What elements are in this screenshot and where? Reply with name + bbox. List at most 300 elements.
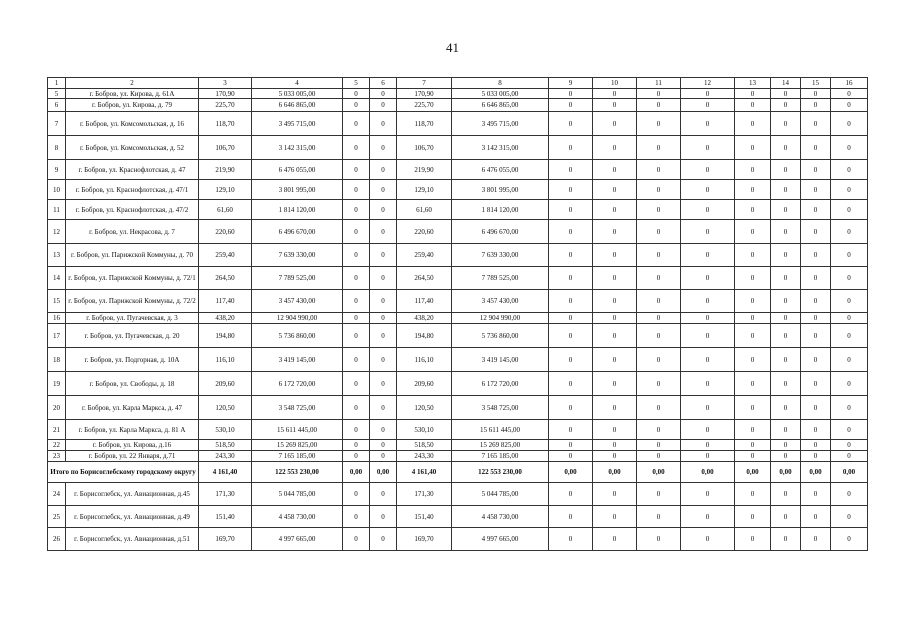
cell-cost: 15 269 825,00 bbox=[252, 440, 343, 451]
cell-area-2: 117,40 bbox=[397, 290, 452, 313]
cell-col14: 0 bbox=[771, 451, 801, 462]
cell-area-2: 170,90 bbox=[397, 89, 452, 99]
cell-col12: 0 bbox=[681, 112, 735, 136]
cell-row-number: 23 bbox=[48, 451, 66, 462]
cell-col15: 0 bbox=[801, 112, 831, 136]
cell-col16: 0 bbox=[831, 290, 868, 313]
cell-col14: 0 bbox=[771, 506, 801, 528]
cell-area: 209,60 bbox=[199, 372, 252, 396]
cell-area: 120,50 bbox=[199, 396, 252, 420]
cell-col9: 0 bbox=[549, 112, 593, 136]
column-number-row bbox=[48, 78, 868, 89]
cell-cost: 7 789 525,00 bbox=[252, 267, 343, 290]
cell-col16: 0 bbox=[831, 160, 868, 180]
cell-col11: 0 bbox=[637, 528, 681, 551]
table-row bbox=[48, 348, 868, 372]
cell-area-2: 194,80 bbox=[397, 324, 452, 348]
cell-col11: 0 bbox=[637, 112, 681, 136]
cell-area: 61,60 bbox=[199, 200, 252, 220]
cell-col9: 0 bbox=[549, 267, 593, 290]
cell-cost-2: 3 457 430,00 bbox=[452, 290, 549, 313]
cell-col14: 0 bbox=[771, 528, 801, 551]
cell-col5: 0 bbox=[343, 160, 370, 180]
cell-col15: 0 bbox=[801, 220, 831, 244]
cell-col12: 0 bbox=[681, 483, 735, 506]
cell-col12: 0 bbox=[681, 89, 735, 99]
cell-col13: 0 bbox=[735, 324, 771, 348]
column-header: 3 bbox=[199, 78, 252, 89]
cell-row-number: 9 bbox=[48, 160, 66, 180]
cell-col11: 0 bbox=[637, 160, 681, 180]
cell-row-number: 8 bbox=[48, 136, 66, 160]
cell-col16: 0 bbox=[831, 440, 868, 451]
cell-cost: 7 165 185,00 bbox=[252, 451, 343, 462]
cell-row-number: 7 bbox=[48, 112, 66, 136]
cell-col11: 0 bbox=[637, 324, 681, 348]
cell-col11: 0 bbox=[637, 180, 681, 200]
cell-cost: 3 495 715,00 bbox=[252, 112, 343, 136]
cell-col16: 0 bbox=[831, 348, 868, 372]
cell-col13: 0 bbox=[735, 160, 771, 180]
cell-col11: 0 bbox=[637, 313, 681, 324]
total-row bbox=[48, 462, 868, 483]
cell-col13: 0 bbox=[735, 506, 771, 528]
cell-col9: 0 bbox=[549, 99, 593, 112]
cell-col15: 0 bbox=[801, 440, 831, 451]
cell-col15: 0 bbox=[801, 451, 831, 462]
cell-row-number: 21 bbox=[48, 420, 66, 440]
cell-area: 170,90 bbox=[199, 89, 252, 99]
cell-cost: 4 458 730,00 bbox=[252, 506, 343, 528]
cell-col13: 0 bbox=[735, 136, 771, 160]
cell-col15: 0 bbox=[801, 348, 831, 372]
cell-col6: 0 bbox=[370, 180, 397, 200]
column-header: 9 bbox=[549, 78, 593, 89]
cell-col13: 0 bbox=[735, 440, 771, 451]
total-value: 0,00 bbox=[735, 462, 771, 483]
cell-col11: 0 bbox=[637, 372, 681, 396]
cell-col11: 0 bbox=[637, 348, 681, 372]
cell-cost: 1 814 120,00 bbox=[252, 200, 343, 220]
cell-col9: 0 bbox=[549, 220, 593, 244]
cell-cost: 3 801 995,00 bbox=[252, 180, 343, 200]
cell-col6: 0 bbox=[370, 112, 397, 136]
column-header: 1 bbox=[48, 78, 66, 89]
cell-col13: 0 bbox=[735, 420, 771, 440]
cell-col10: 0 bbox=[593, 528, 637, 551]
cell-col15: 0 bbox=[801, 244, 831, 267]
cell-col14: 0 bbox=[771, 420, 801, 440]
cell-col11: 0 bbox=[637, 290, 681, 313]
cell-area-2: 116,10 bbox=[397, 348, 452, 372]
cell-col16: 0 bbox=[831, 136, 868, 160]
cell-col13: 0 bbox=[735, 451, 771, 462]
cell-col6: 0 bbox=[370, 267, 397, 290]
cell-col13: 0 bbox=[735, 372, 771, 396]
cell-cost: 15 611 445,00 bbox=[252, 420, 343, 440]
cell-col15: 0 bbox=[801, 313, 831, 324]
cell-col10: 0 bbox=[593, 420, 637, 440]
cell-col9: 0 bbox=[549, 440, 593, 451]
cell-col12: 0 bbox=[681, 267, 735, 290]
cell-area: 118,70 bbox=[199, 112, 252, 136]
cell-address: г. Борисоглебск, ул. Авиационная, д.45 bbox=[66, 483, 199, 506]
cell-col16: 0 bbox=[831, 267, 868, 290]
cell-col5: 0 bbox=[343, 180, 370, 200]
cell-col5: 0 bbox=[343, 483, 370, 506]
cell-cost-2: 7 165 185,00 bbox=[452, 451, 549, 462]
cell-col15: 0 bbox=[801, 89, 831, 99]
cell-col10: 0 bbox=[593, 440, 637, 451]
cell-col15: 0 bbox=[801, 483, 831, 506]
cell-area: 438,20 bbox=[199, 313, 252, 324]
cell-col5: 0 bbox=[343, 506, 370, 528]
total-value: 0,00 bbox=[549, 462, 593, 483]
cell-col6: 0 bbox=[370, 372, 397, 396]
cell-col5: 0 bbox=[343, 112, 370, 136]
cell-area: 225,70 bbox=[199, 99, 252, 112]
cell-col10: 0 bbox=[593, 267, 637, 290]
table-row bbox=[48, 244, 868, 267]
column-header: 13 bbox=[735, 78, 771, 89]
cell-cost-2: 12 904 990,00 bbox=[452, 313, 549, 324]
cell-row-number: 17 bbox=[48, 324, 66, 348]
cell-col5: 0 bbox=[343, 267, 370, 290]
column-header: 10 bbox=[593, 78, 637, 89]
table-row bbox=[48, 160, 868, 180]
cell-col16: 0 bbox=[831, 313, 868, 324]
cell-cost-2: 6 496 670,00 bbox=[452, 220, 549, 244]
cell-cost: 6 476 055,00 bbox=[252, 160, 343, 180]
cell-col5: 0 bbox=[343, 440, 370, 451]
cell-address: г. Бобров, ул. Парижской Коммуны, д. 70 bbox=[66, 244, 199, 267]
column-header: 7 bbox=[397, 78, 452, 89]
cell-col11: 0 bbox=[637, 483, 681, 506]
column-header: 12 bbox=[681, 78, 735, 89]
table-row bbox=[48, 112, 868, 136]
cell-col11: 0 bbox=[637, 136, 681, 160]
cell-cost-2: 5 044 785,00 bbox=[452, 483, 549, 506]
cell-col12: 0 bbox=[681, 451, 735, 462]
table-row bbox=[48, 396, 868, 420]
total-value: 0,00 bbox=[681, 462, 735, 483]
cell-col5: 0 bbox=[343, 136, 370, 160]
cell-cost: 12 904 990,00 bbox=[252, 313, 343, 324]
cell-col10: 0 bbox=[593, 89, 637, 99]
cell-col12: 0 bbox=[681, 506, 735, 528]
cell-row-number: 22 bbox=[48, 440, 66, 451]
cell-col13: 0 bbox=[735, 89, 771, 99]
cell-col14: 0 bbox=[771, 372, 801, 396]
total-value: 122 553 230,00 bbox=[452, 462, 549, 483]
cell-area: 264,50 bbox=[199, 267, 252, 290]
cell-col14: 0 bbox=[771, 267, 801, 290]
cell-col10: 0 bbox=[593, 290, 637, 313]
column-header: 5 bbox=[343, 78, 370, 89]
cell-col16: 0 bbox=[831, 180, 868, 200]
total-value: 122 553 230,00 bbox=[252, 462, 343, 483]
cell-col15: 0 bbox=[801, 99, 831, 112]
cell-cost-2: 1 814 120,00 bbox=[452, 200, 549, 220]
cell-area-2: 518,50 bbox=[397, 440, 452, 451]
cell-col14: 0 bbox=[771, 99, 801, 112]
cell-col6: 0 bbox=[370, 483, 397, 506]
cell-col14: 0 bbox=[771, 244, 801, 267]
cell-col6: 0 bbox=[370, 290, 397, 313]
cell-col13: 0 bbox=[735, 483, 771, 506]
cell-col12: 0 bbox=[681, 220, 735, 244]
cell-col6: 0 bbox=[370, 99, 397, 112]
cell-col10: 0 bbox=[593, 483, 637, 506]
cell-col14: 0 bbox=[771, 200, 801, 220]
cell-cost: 6 172 720,00 bbox=[252, 372, 343, 396]
table-row bbox=[48, 451, 868, 462]
cell-col14: 0 bbox=[771, 180, 801, 200]
cell-col5: 0 bbox=[343, 451, 370, 462]
cell-col5: 0 bbox=[343, 200, 370, 220]
cell-area-2: 264,50 bbox=[397, 267, 452, 290]
total-value: 0,00 bbox=[593, 462, 637, 483]
cell-col11: 0 bbox=[637, 420, 681, 440]
cell-col9: 0 bbox=[549, 180, 593, 200]
cell-row-number: 5 bbox=[48, 89, 66, 99]
cell-col12: 0 bbox=[681, 348, 735, 372]
cell-address: г. Борисоглебск, ул. Авиационная, д.49 bbox=[66, 506, 199, 528]
cell-address: г. Бобров, ул. Кирова, д. 79 bbox=[66, 99, 199, 112]
cell-col15: 0 bbox=[801, 528, 831, 551]
cell-col12: 0 bbox=[681, 396, 735, 420]
cell-col14: 0 bbox=[771, 160, 801, 180]
cell-col12: 0 bbox=[681, 528, 735, 551]
column-header: 8 bbox=[452, 78, 549, 89]
cell-area-2: 219,90 bbox=[397, 160, 452, 180]
cell-address: г. Бобров, ул. Краснофлотская, д. 47 bbox=[66, 160, 199, 180]
cell-col11: 0 bbox=[637, 451, 681, 462]
cell-col16: 0 bbox=[831, 324, 868, 348]
cell-col5: 0 bbox=[343, 220, 370, 244]
cell-row-number: 14 bbox=[48, 267, 66, 290]
cell-area: 116,10 bbox=[199, 348, 252, 372]
cell-col9: 0 bbox=[549, 483, 593, 506]
cell-col10: 0 bbox=[593, 180, 637, 200]
cell-col6: 0 bbox=[370, 220, 397, 244]
cell-col6: 0 bbox=[370, 440, 397, 451]
cell-area-2: 118,70 bbox=[397, 112, 452, 136]
column-header: 16 bbox=[831, 78, 868, 89]
table-row bbox=[48, 372, 868, 396]
cell-address: г. Бобров, ул. Карла Маркса, д. 81 А bbox=[66, 420, 199, 440]
column-header: 2 bbox=[66, 78, 199, 89]
cell-col9: 0 bbox=[549, 420, 593, 440]
cell-col6: 0 bbox=[370, 89, 397, 99]
cell-col9: 0 bbox=[549, 506, 593, 528]
cell-col10: 0 bbox=[593, 372, 637, 396]
cell-col9: 0 bbox=[549, 290, 593, 313]
total-value: 0,00 bbox=[637, 462, 681, 483]
cell-col9: 0 bbox=[549, 89, 593, 99]
cell-address: г. Бобров, ул. Краснофлотская, д. 47/2 bbox=[66, 200, 199, 220]
cell-cost-2: 7 789 525,00 bbox=[452, 267, 549, 290]
cell-col10: 0 bbox=[593, 136, 637, 160]
cell-col13: 0 bbox=[735, 267, 771, 290]
cell-col10: 0 bbox=[593, 160, 637, 180]
table-row bbox=[48, 220, 868, 244]
cell-col10: 0 bbox=[593, 396, 637, 420]
cell-col16: 0 bbox=[831, 396, 868, 420]
cell-col15: 0 bbox=[801, 420, 831, 440]
column-header: 15 bbox=[801, 78, 831, 89]
table-row bbox=[48, 180, 868, 200]
cell-col5: 0 bbox=[343, 396, 370, 420]
cell-area: 220,60 bbox=[199, 220, 252, 244]
cell-area-2: 225,70 bbox=[397, 99, 452, 112]
cell-area: 151,40 bbox=[199, 506, 252, 528]
cell-col11: 0 bbox=[637, 89, 681, 99]
cell-col11: 0 bbox=[637, 220, 681, 244]
cell-address: г. Бобров, ул. Пугачевская, д. 20 bbox=[66, 324, 199, 348]
table-row bbox=[48, 200, 868, 220]
cell-col16: 0 bbox=[831, 89, 868, 99]
cell-col6: 0 bbox=[370, 451, 397, 462]
cell-col9: 0 bbox=[549, 244, 593, 267]
cell-col13: 0 bbox=[735, 290, 771, 313]
cell-col13: 0 bbox=[735, 348, 771, 372]
cell-col11: 0 bbox=[637, 267, 681, 290]
cell-cost-2: 5 033 005,00 bbox=[452, 89, 549, 99]
cell-col14: 0 bbox=[771, 313, 801, 324]
cell-col6: 0 bbox=[370, 160, 397, 180]
table-row bbox=[48, 99, 868, 112]
cell-col10: 0 bbox=[593, 99, 637, 112]
cell-cost: 3 419 145,00 bbox=[252, 348, 343, 372]
cell-col13: 0 bbox=[735, 220, 771, 244]
cell-row-number: 11 bbox=[48, 200, 66, 220]
cell-col10: 0 bbox=[593, 200, 637, 220]
cell-cost: 3 548 725,00 bbox=[252, 396, 343, 420]
cell-col9: 0 bbox=[549, 324, 593, 348]
cell-col9: 0 bbox=[549, 313, 593, 324]
cell-cost: 7 639 330,00 bbox=[252, 244, 343, 267]
table-row bbox=[48, 440, 868, 451]
cell-col16: 0 bbox=[831, 372, 868, 396]
cell-col12: 0 bbox=[681, 200, 735, 220]
cell-row-number: 19 bbox=[48, 372, 66, 396]
cell-col16: 0 bbox=[831, 112, 868, 136]
table-row bbox=[48, 290, 868, 313]
cell-col14: 0 bbox=[771, 89, 801, 99]
total-value: 0,00 bbox=[370, 462, 397, 483]
cell-address: г. Бобров, ул. Парижской Коммуны, д. 72/1 bbox=[66, 267, 199, 290]
cell-cost: 6 496 670,00 bbox=[252, 220, 343, 244]
total-value: 4 161,40 bbox=[397, 462, 452, 483]
cell-col6: 0 bbox=[370, 313, 397, 324]
column-header: 4 bbox=[252, 78, 343, 89]
cell-area: 219,90 bbox=[199, 160, 252, 180]
table-row bbox=[48, 483, 868, 506]
cell-cost: 4 997 665,00 bbox=[252, 528, 343, 551]
cell-col15: 0 bbox=[801, 180, 831, 200]
cell-col10: 0 bbox=[593, 348, 637, 372]
cell-area-2: 106,70 bbox=[397, 136, 452, 160]
cell-address: г. Бобров, ул. Парижской Коммуны, д. 72/2 bbox=[66, 290, 199, 313]
cell-cost: 5 033 005,00 bbox=[252, 89, 343, 99]
cell-cost-2: 3 801 995,00 bbox=[452, 180, 549, 200]
cell-col14: 0 bbox=[771, 112, 801, 136]
cell-area: 169,70 bbox=[199, 528, 252, 551]
cell-col15: 0 bbox=[801, 136, 831, 160]
table-row bbox=[48, 528, 868, 551]
cell-cost-2: 6 646 865,00 bbox=[452, 99, 549, 112]
cell-col6: 0 bbox=[370, 136, 397, 160]
cell-area: 106,70 bbox=[199, 136, 252, 160]
cell-col5: 0 bbox=[343, 372, 370, 396]
total-label: Итого по Борисоглебскому городскому округу bbox=[48, 462, 199, 483]
cell-col10: 0 bbox=[593, 220, 637, 244]
cell-col14: 0 bbox=[771, 396, 801, 420]
cell-col10: 0 bbox=[593, 324, 637, 348]
cell-col12: 0 bbox=[681, 244, 735, 267]
table-row bbox=[48, 89, 868, 99]
cell-cost-2: 3 548 725,00 bbox=[452, 396, 549, 420]
cell-col10: 0 bbox=[593, 451, 637, 462]
cell-col12: 0 bbox=[681, 160, 735, 180]
cell-col15: 0 bbox=[801, 267, 831, 290]
cell-col11: 0 bbox=[637, 506, 681, 528]
cell-area-2: 61,60 bbox=[397, 200, 452, 220]
cell-col14: 0 bbox=[771, 136, 801, 160]
cell-cost: 3 142 315,00 bbox=[252, 136, 343, 160]
cell-area-2: 171,30 bbox=[397, 483, 452, 506]
cell-col16: 0 bbox=[831, 483, 868, 506]
cell-cost: 3 457 430,00 bbox=[252, 290, 343, 313]
cell-address: г. Бобров, ул. Кирова, д. 61А bbox=[66, 89, 199, 99]
cell-address: г. Бобров, ул. Свободы, д. 18 bbox=[66, 372, 199, 396]
cell-col6: 0 bbox=[370, 396, 397, 420]
cell-col9: 0 bbox=[549, 136, 593, 160]
cell-col15: 0 bbox=[801, 396, 831, 420]
cell-area-2: 169,70 bbox=[397, 528, 452, 551]
cell-row-number: 25 bbox=[48, 506, 66, 528]
cell-area: 194,80 bbox=[199, 324, 252, 348]
cell-col16: 0 bbox=[831, 506, 868, 528]
cell-col5: 0 bbox=[343, 528, 370, 551]
cell-row-number: 12 bbox=[48, 220, 66, 244]
cell-address: г. Борисоглебск, ул. Авиационная, д.51 bbox=[66, 528, 199, 551]
register-table bbox=[47, 77, 868, 551]
cell-cost-2: 7 639 330,00 bbox=[452, 244, 549, 267]
cell-row-number: 18 bbox=[48, 348, 66, 372]
cell-area-2: 151,40 bbox=[397, 506, 452, 528]
cell-col6: 0 bbox=[370, 200, 397, 220]
cell-col11: 0 bbox=[637, 99, 681, 112]
cell-area-2: 209,60 bbox=[397, 372, 452, 396]
cell-col13: 0 bbox=[735, 112, 771, 136]
cell-area: 518,50 bbox=[199, 440, 252, 451]
cell-cost: 6 646 865,00 bbox=[252, 99, 343, 112]
cell-col16: 0 bbox=[831, 451, 868, 462]
total-value: 0,00 bbox=[831, 462, 868, 483]
cell-row-number: 15 bbox=[48, 290, 66, 313]
total-value: 4 161,40 bbox=[199, 462, 252, 483]
cell-row-number: 20 bbox=[48, 396, 66, 420]
cell-cost-2: 6 476 055,00 bbox=[452, 160, 549, 180]
cell-area: 171,30 bbox=[199, 483, 252, 506]
cell-row-number: 6 bbox=[48, 99, 66, 112]
cell-row-number: 24 bbox=[48, 483, 66, 506]
cell-col12: 0 bbox=[681, 440, 735, 451]
cell-col9: 0 bbox=[549, 200, 593, 220]
cell-col12: 0 bbox=[681, 420, 735, 440]
